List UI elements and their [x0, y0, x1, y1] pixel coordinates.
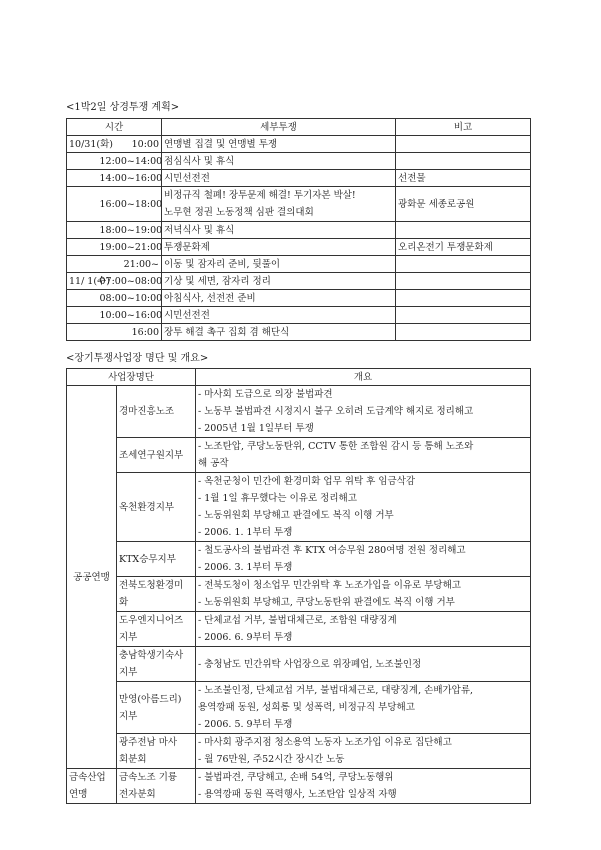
workplace-name [117, 438, 196, 473]
workplace-name-line: 금속노조 기륭 [119, 772, 178, 783]
plan-time: 10:00 [98, 136, 162, 153]
summary-line: - 노동부 불법파견 시정지시 불구 오히려 도급계약 해지로 정리해고 [198, 406, 474, 417]
summary-line: - 2005년 1월 1일부터 투쟁 [198, 423, 314, 434]
plan-detail: 기상 및 세면, 잠자리 정리 [162, 273, 396, 290]
workplace-name-line: 조세연구원지부 [119, 449, 184, 461]
workplaces-header-row [67, 369, 531, 386]
header-time: 시간 [67, 119, 162, 136]
workplace-summary [196, 769, 531, 804]
workplace-row [67, 473, 531, 542]
summary-line: - 월 76만원, 주52시간 장시간 노동 [198, 754, 345, 765]
plan-date [67, 239, 98, 256]
summary-line: - 2006. 5. 9부터 투쟁 [198, 719, 293, 730]
header-workplace-name: 사업장명단 [67, 369, 196, 386]
header-note: 비고 [396, 119, 531, 136]
workplace-name [117, 577, 196, 612]
plan-row [67, 239, 531, 256]
plan-date [67, 307, 98, 324]
header-summary: 개요 [196, 369, 531, 386]
workplace-name-line: 전북도청환경미 [119, 580, 184, 591]
summary-line: - 용역깡패 동원 폭력행사, 노조탄압 일상적 자행 [198, 789, 397, 800]
summary-line: - 2006. 1. 1부터 투쟁 [198, 527, 293, 538]
plan-note [396, 307, 531, 324]
plan-detail: 시민선전전 [162, 170, 396, 187]
plan-detail-line: 비정규직 철폐! 장투문제 해결! 투기자본 박살! [164, 190, 356, 201]
plan-note [396, 136, 531, 153]
workplace-name [117, 647, 196, 682]
workplace-name [117, 386, 196, 438]
summary-line: - 철도공사의 불법파견 후 KTX 여승무원 280여명 전원 정리해고 [198, 545, 466, 556]
plan-date [67, 222, 98, 239]
plan-detail: 연맹별 집결 및 연맹별 투쟁 [162, 136, 396, 153]
workplace-name-line: 충남학생기숙사 [119, 650, 184, 661]
summary-line: - 노조불인정, 단체교섭 거부, 불법대체근로, 대량징계, 손배가압류, [198, 685, 474, 696]
plan-date [67, 187, 98, 222]
plan-time: 10:00~16:00 [98, 307, 162, 324]
plan-date [67, 324, 98, 341]
plan-note: 선전물 [396, 170, 531, 187]
plan-detail: 점심식사 및 휴식 [162, 153, 396, 170]
plan-date: 11/ 1(수) [67, 273, 98, 290]
plan-time: 21:00~ [98, 256, 162, 273]
plan-note [396, 290, 531, 307]
summary-line: 용역깡패 동원, 성희롱 및 성폭력, 비정규직 부당해고 [198, 702, 415, 713]
summary-line: - 2006. 6. 9부터 투쟁 [198, 632, 293, 643]
workplace-row [67, 542, 531, 577]
summary-line: - 불법파견, 쿠당해고, 손배 54억, 쿠당노동행위 [198, 772, 394, 783]
summary-line: - 마사회 광주지점 청소용역 노동자 노조가입 이유로 집단해고 [198, 737, 452, 748]
workplace-name-line: 광주전남 마사 [119, 737, 178, 748]
plan-row [67, 307, 531, 324]
summary-line: - 노동위원회 부당해고, 쿠당노동탄위 판결에도 복직 이행 거부 [198, 597, 455, 608]
summary-line: - 옥천군청이 민간에 환경미화 업무 위탁 후 임금삭감 [198, 476, 416, 487]
plan-date [67, 153, 98, 170]
workplace-summary [196, 647, 531, 682]
summary-line: - 2006. 3. 1부터 투쟁 [198, 562, 293, 573]
summary-line: 해 공작 [198, 458, 229, 469]
plan-note [396, 153, 531, 170]
summary-line: - 마사회 도급으로 의장 불법파견 [198, 389, 333, 400]
workplace-row [67, 769, 531, 804]
plan-note: 광화문 세종로공원 [396, 187, 531, 222]
summary-line: - 전북도청이 청소업무 민간위탁 후 노조가입을 이유로 부당해고 [198, 580, 461, 591]
plan-time: 14:00~16:00 [98, 170, 162, 187]
workplace-name-line: 전자분회 [119, 789, 156, 800]
workplace-name [117, 612, 196, 647]
workplace-name-line: 지부 [119, 667, 138, 678]
workplace-row [67, 682, 531, 734]
plan-detail: 아침식사, 선전전 준비 [162, 290, 396, 307]
header-detail: 세부투쟁 [162, 119, 396, 136]
summary-line: - 단체교섭 거부, 불법대체근로, 조합원 대량징계 [198, 615, 397, 626]
plan-time: 18:00~19:00 [98, 222, 162, 239]
plan-row [67, 187, 531, 222]
workplace-summary [196, 438, 531, 473]
plan-table [66, 118, 531, 341]
workplace-name-line: 만영(아름드리) [119, 693, 182, 705]
plan-time: 19:00~21:00 [98, 239, 162, 256]
workplace-name-line: 화 [119, 597, 129, 608]
plan-row [67, 256, 531, 273]
summary-line: - 노조탄압, 쿠당노동탄위, CCTV 통한 조합원 감시 등 통해 노조와 [198, 441, 474, 452]
plan-time: 08:00~10:00 [98, 290, 162, 307]
workplace-name-line: 도우엔지니어즈 [119, 615, 184, 626]
workplace-row [67, 612, 531, 647]
federation-cell: 공공연맹 [67, 386, 117, 769]
plan-note [396, 273, 531, 290]
workplace-name [117, 769, 196, 804]
plan-row [67, 324, 531, 341]
workplace-name [117, 542, 196, 577]
federation-cell: 금속산업연맹 [67, 769, 117, 804]
workplace-name-line: 회분회 [119, 754, 147, 765]
summary-line: - 충청남도 민간위탁 사업장으로 위장폐업, 노조불인정 [198, 658, 422, 670]
plan-date: 10/31(화) [67, 136, 98, 153]
plan-row [67, 136, 531, 153]
workplace-row [67, 647, 531, 682]
workplace-summary [196, 734, 531, 769]
workplace-name [117, 473, 196, 542]
plan-note: 오리온전기 투쟁문화제 [396, 239, 531, 256]
workplace-name-line: KTX승무지부 [119, 553, 176, 565]
workplace-row [67, 438, 531, 473]
workplace-summary [196, 682, 531, 734]
plan-row [67, 222, 531, 239]
plan-detail [162, 187, 396, 222]
plan-detail: 이동 및 잠자리 준비, 뒷풀이 [162, 256, 396, 273]
plan-row [67, 290, 531, 307]
plan-time: 16:00 [98, 324, 162, 341]
plan-note [396, 324, 531, 341]
workplace-row [67, 734, 531, 769]
workplace-summary [196, 612, 531, 647]
workplace-summary [196, 386, 531, 438]
workplace-summary [196, 542, 531, 577]
workplace-summary [196, 577, 531, 612]
workplace-row [67, 386, 531, 438]
plan-detail-line: 노무현 정권 노동정책 심판 결의대회 [164, 207, 314, 218]
workplace-name [117, 682, 196, 734]
plan-header-row [67, 119, 531, 136]
workplaces-title: <장기투쟁사업장 명단 및 개요> [66, 353, 209, 364]
plan-time: 16:00~18:00 [98, 187, 162, 222]
plan-row [67, 153, 531, 170]
plan-title: <1박2일 상경투쟁 계획> [66, 102, 180, 113]
workplace-name-line: 경마진흥노조 [119, 406, 175, 417]
plan-detail: 투쟁문화제 [162, 239, 396, 256]
workplace-name-line: 지부 [119, 632, 138, 643]
workplace-name-line: 옥천환경지부 [119, 501, 175, 513]
workplaces-table [66, 368, 531, 804]
plan-detail: 시민선전전 [162, 307, 396, 324]
plan-detail: 장투 해결 촉구 집회 겸 해단식 [162, 324, 396, 341]
plan-detail: 저녁식사 및 휴식 [162, 222, 396, 239]
plan-note [396, 222, 531, 239]
plan-date [67, 170, 98, 187]
summary-line: - 노동위원회 부당해고 판결에도 복직 이행 거부 [198, 510, 394, 521]
plan-note [396, 256, 531, 273]
summary-line: - 1월 1일 휴무했다는 이유로 정리해고 [198, 493, 357, 504]
plan-time: 12:00~14:00 [98, 153, 162, 170]
workplace-row [67, 577, 531, 612]
plan-date [67, 290, 98, 307]
workplace-name-line: 지부 [119, 710, 138, 722]
plan-row [67, 170, 531, 187]
workplace-name [117, 734, 196, 769]
plan-date [67, 256, 98, 273]
workplace-summary [196, 473, 531, 542]
plan-row [67, 273, 531, 290]
plan-time: 07:00~08:00 [98, 273, 162, 290]
